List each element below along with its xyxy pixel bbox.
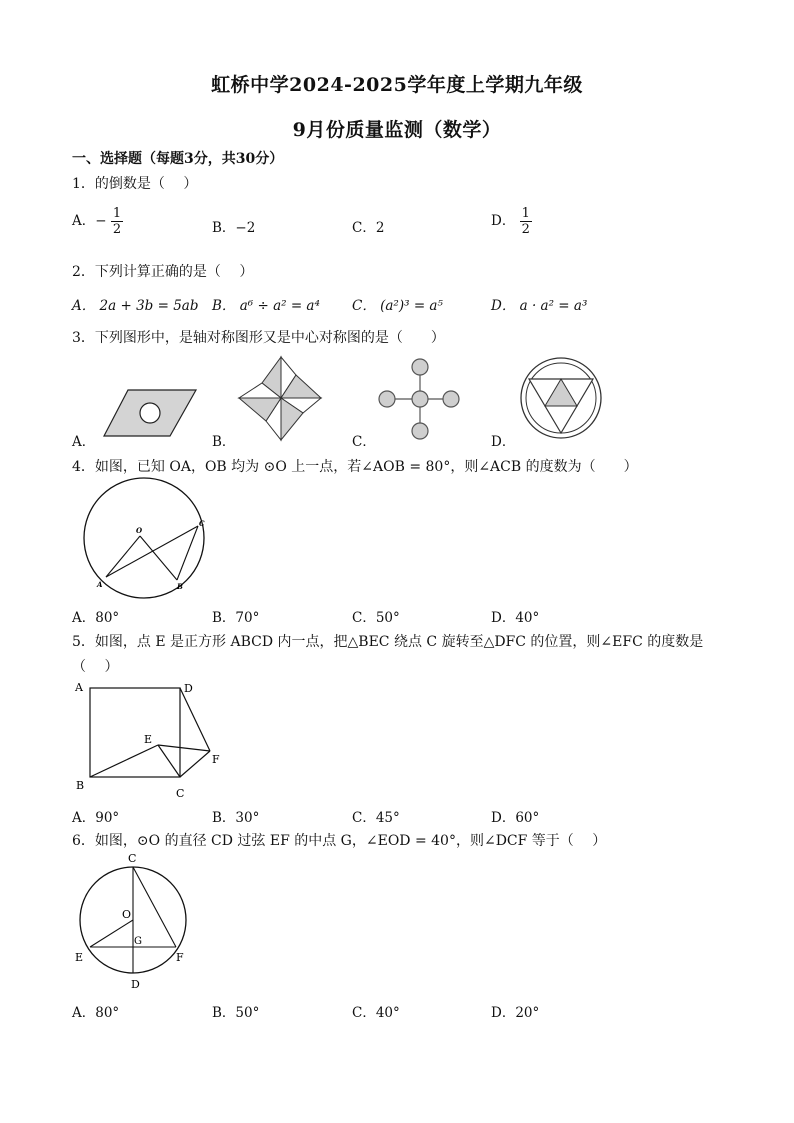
q3-figure-c-circles-cross <box>375 355 465 445</box>
q5-label-b: B <box>76 779 85 792</box>
q4-label-b: B <box>177 582 183 591</box>
q6-option-a: A．80° <box>72 1005 120 1021</box>
q1-d-denominator: 2 <box>521 222 530 237</box>
q3-option-b: B． <box>212 434 236 450</box>
q5-stem-line2: （ ） <box>72 659 119 675</box>
q5-option-c: C．45° <box>352 810 400 826</box>
q6-label-f: F <box>176 951 184 964</box>
q1-stem: 1．的倒数是（ ） <box>72 176 198 192</box>
q5-label-f: F <box>212 753 220 766</box>
q6-option-b: B．50° <box>212 1005 260 1021</box>
q6-label-g: G <box>134 936 142 947</box>
q4-stem: 4．如图，已知 OA，OB 均为 ⊙O 上一点，若∠AOB = 80°，则∠ACB 的度数为（ ） <box>72 459 638 475</box>
q5-stem-line1: 5．如图，点 E 是正方形 ABCD 内一点，把△BEC 绕点 C 旋转至△DFC 的位置，则∠EFC 的度数是 <box>72 634 704 650</box>
q6-option-d: D．20° <box>491 1005 540 1021</box>
q2-option-a: A． 2a + 3b = 5ab <box>72 298 199 314</box>
q4-label-a: A <box>97 580 103 589</box>
q4-label-o: O <box>136 526 143 535</box>
q2-option-c: C． (a²)³ = a⁵ <box>352 298 443 314</box>
q6-figure-circle <box>70 850 200 990</box>
q1-option-c: C．2 <box>352 220 385 236</box>
q3-figure-d-circle-triangle <box>517 354 607 444</box>
q6-label-o: O <box>122 908 132 921</box>
q5-option-d: D．60° <box>491 810 540 826</box>
q1-option-a-label: A． <box>72 213 96 229</box>
q5-label-d: D <box>184 682 193 695</box>
exam-title: 虹桥中学2024-2025学年度上学期九年级 <box>211 74 583 96</box>
q4-option-d: D．40° <box>491 610 540 626</box>
q1-option-d <box>491 206 532 237</box>
q4-option-c: C．50° <box>352 610 400 626</box>
q3-option-c: C． <box>352 434 376 450</box>
q3-option-d: D． <box>491 434 516 450</box>
q5-label-c: C <box>176 787 185 800</box>
q1-option-a-fraction <box>111 206 123 237</box>
q3-option-a: A． <box>72 434 96 450</box>
q2-option-d: D． a · a² = a³ <box>491 298 588 314</box>
q3-figure-b-pinwheel <box>236 355 326 445</box>
section-heading: 一、选择题（每题3分，共30分） <box>72 151 284 167</box>
q4-option-b: B．70° <box>212 610 260 626</box>
q6-stem: 6．如图，⊙O 的直径 CD 过弦 EF 的中点 G，∠EOD = 40°，则∠DCF 等于（ ） <box>72 833 607 849</box>
q1-option-a <box>72 206 123 237</box>
q1-option-d-fraction <box>520 206 532 237</box>
q2-stem: 2．下列计算正确的是（ ） <box>72 264 254 280</box>
q1-option-a-sign: − <box>95 213 107 229</box>
q6-label-d: D <box>131 978 140 991</box>
q6-option-c: C．40° <box>352 1005 400 1021</box>
q1-d-numerator: 1 <box>521 206 530 221</box>
q3-stem: 3．下列图形中，是轴对称图形又是中心对称图的是（ ） <box>72 330 445 346</box>
q2-option-b: B． a⁶ ÷ a² = a⁴ <box>212 298 320 314</box>
q4-figure-circle <box>78 476 218 596</box>
q1-a-numerator: 1 <box>112 206 122 221</box>
q3-figure-a-parallelogram <box>100 384 200 444</box>
exam-subtitle: 9月份质量监测（数学） <box>292 119 502 141</box>
q5-option-b: B．30° <box>212 810 260 826</box>
q5-label-e: E <box>144 733 153 746</box>
q1-a-denominator: 2 <box>112 222 122 237</box>
q4-label-c: C <box>199 519 205 528</box>
q6-label-e: E <box>75 951 84 964</box>
q6-label-c: C <box>128 852 137 865</box>
q5-label-a: A <box>75 681 83 694</box>
q4-option-a: A．80° <box>72 610 120 626</box>
q5-option-a: A．90° <box>72 810 120 826</box>
q5-figure-square <box>72 678 232 803</box>
q1-option-b: B．−2 <box>212 220 256 236</box>
q1-option-d-label: D． <box>491 213 516 229</box>
